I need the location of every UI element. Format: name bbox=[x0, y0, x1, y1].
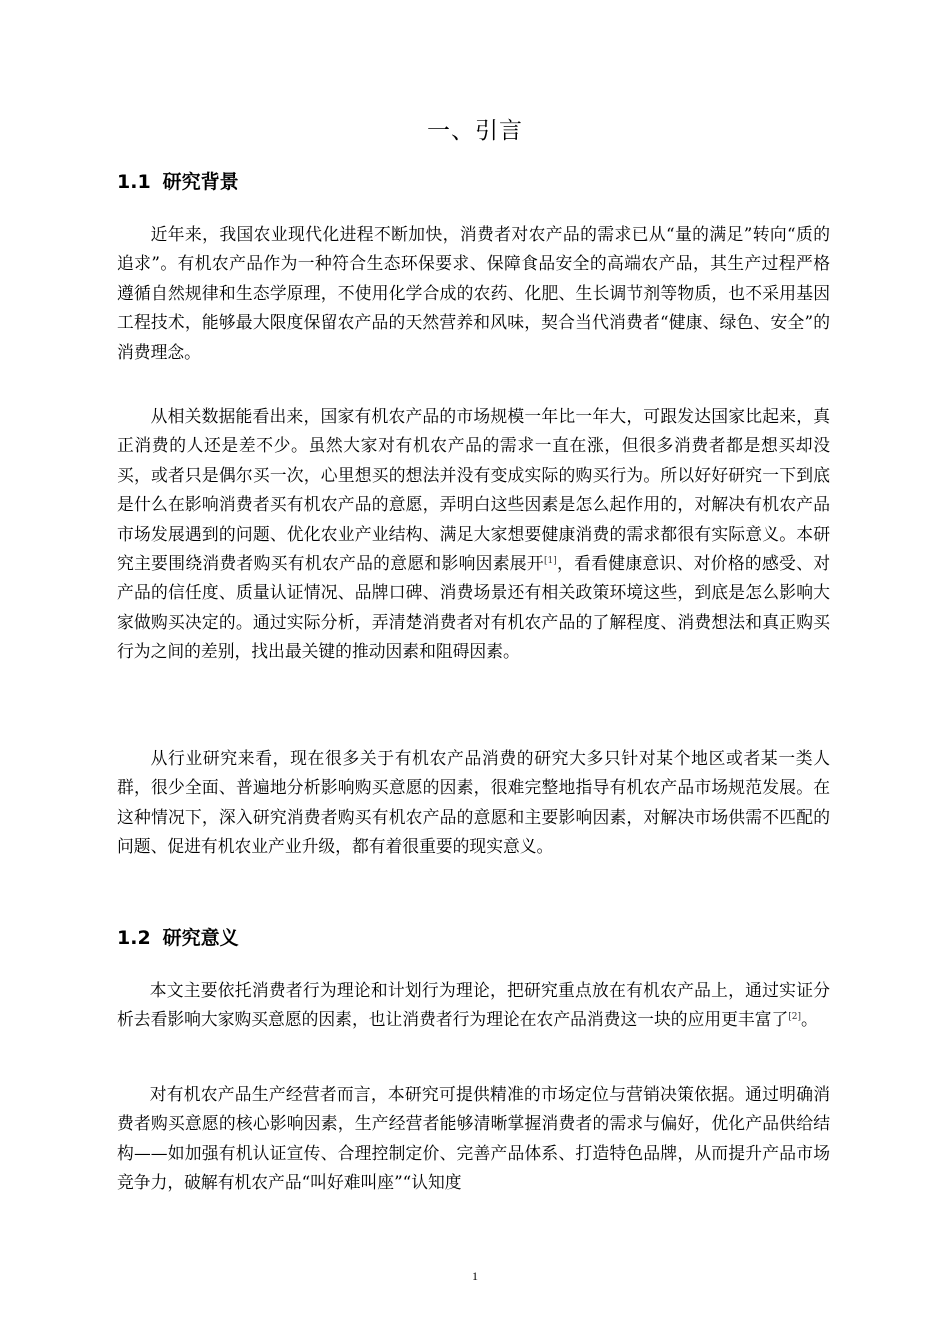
paragraph-text: 。 bbox=[801, 1009, 818, 1030]
paragraph-significance-1 bbox=[117, 976, 830, 1035]
paragraph-background-3: 从行业研究来看，现在很多关于有机农产品消费的研究大多只针对某个地区或者某一类人群，很少全面、普遍地分析影响购买意愿的因素，很难完整地指导有机农产品市场规范发展。在这种情况下，深入研究消费者购买有机农产品的意愿和主要影响因素，对解决市场供需不匹配的问题、促进有机农业产业升级，都有着很重要的现实意义。 bbox=[117, 748, 830, 857]
section-title-text: 研究背景 bbox=[162, 171, 239, 193]
chapter-title: 一、引言 bbox=[427, 118, 523, 144]
paragraph-text: ，看看健康意识、对价格的感受、对产品的信任度、质量认证情况、品牌口碑、消费场景还有相关政策环境这些，到底是怎么影响大家做购买决定的。通过实际分析，弄清楚消费者对有机农产品的了解程度、消费想法和真正购买行为之间的差别，找出最关键的推动因素和阻碍因素。 bbox=[117, 553, 830, 662]
paragraph-background-1: 近年来，我国农业现代化进程不断加快，消费者对农产品的需求已从“量的满足”转向“质的追求”。有机农产品作为一种符合生态环保要求、保障食品安全的高端农产品，其生产过程严格遵循自然规律和生态学原理，不使用化学合成的农药、化肥、生长调节剂等物质，也不采用基因工程技术，能够最大限度保留农产品的天然营养和风味，契合当代消费者“健康、绿色、安全”的消费理念。 bbox=[117, 224, 830, 362]
section-heading-1-2 bbox=[117, 924, 239, 952]
section-number: 1.1 bbox=[117, 171, 151, 193]
section-title-text: 研究意义 bbox=[162, 927, 239, 949]
citation-ref[interactable]: [2] bbox=[788, 1012, 802, 1023]
citation-ref[interactable]: [1] bbox=[543, 556, 557, 567]
page-number: 1 bbox=[472, 1269, 478, 1283]
section-number: 1.2 bbox=[117, 927, 151, 949]
section-heading-1-1 bbox=[117, 168, 239, 196]
paragraph-text: 本文主要依托消费者行为理论和计划行为理论，把研究重点放在有机农产品上，通过实证分析去看影响大家购买意愿的因素，也让消费者行为理论在农产品消费这一块的应用更丰富了 bbox=[117, 980, 830, 1030]
paragraph-text: 从相关数据能看出来，国家有机农产品的市场规模一年比一年大，可跟发达国家比起来，真正消费的人还是差不少。虽然大家对有机农产品的需求一直在涨，但很多消费者都是想买却没买，或者只是偶尔买一次，心里想买的想法并没有变成实际的购买行为。所以好好研究一下到底是什么在影响消费者买有机农产品的意愿，弄明白这些因素是怎么起作用的，对解决有机农产品市场发展遇到的问题、优化农业产业结构、满足大家想要健康消费的需求都很有实际意义。本研究主要围绕消费者购买有机农产品的意愿和影响因素展开 bbox=[117, 406, 830, 574]
paragraph-background-2 bbox=[117, 402, 830, 667]
paragraph-significance-2: 对有机农产品生产经营者而言，本研究可提供精准的市场定位与营销决策依据。通过明确消费者购买意愿的核心影响因素，生产经营者能够清晰掌握消费者的需求与偏好，优化产品供给结构——如加强有机认证宣传、合理控制定价、完善产品体系、打造特色品牌，从而提升产品市场竞争力，破解有机农产品“叫好难叫座”“认知度 bbox=[117, 1084, 830, 1193]
